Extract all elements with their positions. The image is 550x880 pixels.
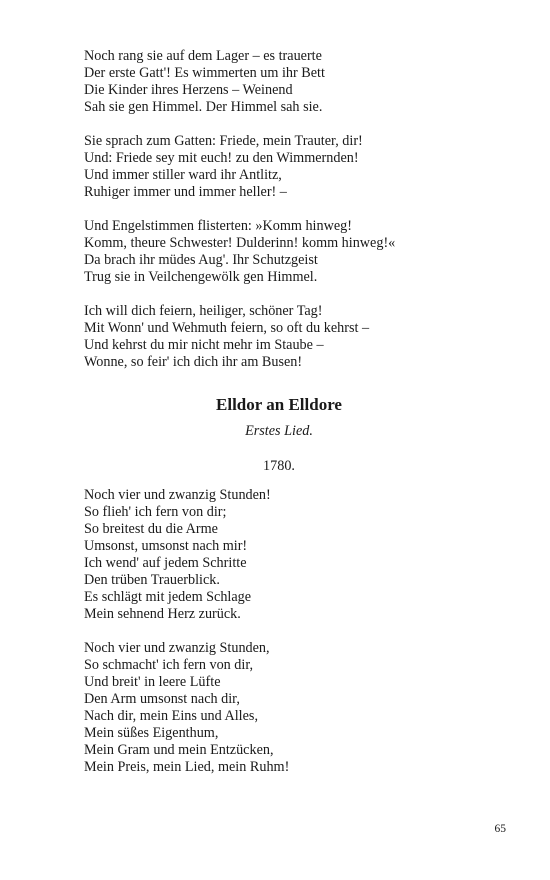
poem-year: 1780. — [263, 458, 295, 474]
verse-line: So schmacht' ich fern von dir, — [84, 657, 254, 673]
verse-line: Sie sprach zum Gatten: Friede, mein Trauter, dir! — [84, 133, 363, 149]
verse-line: Und immer stiller ward ihr Antlitz, — [84, 167, 282, 183]
verse-line: Trug sie in Veilchengewölk gen Himmel. — [84, 269, 318, 285]
verse-line: Komm, theure Schwester! Dulderinn! komm hinweg!« — [84, 235, 396, 251]
verse-line: Mein süßes Eigenthum, — [84, 725, 219, 741]
previous-poem-ending — [84, 48, 484, 371]
verse-line: Wonne, so feir' ich dich ihr am Busen! — [84, 354, 303, 370]
verse-line: Mein Gram und mein Entzücken, — [84, 742, 274, 758]
stanza — [84, 303, 484, 371]
stanza — [84, 487, 484, 623]
verse-line: Da brach ihr müdes Aug'. Ihr Schutzgeist — [84, 252, 318, 268]
verse-line: Ich will dich feiern, heiliger, schöner Tag! — [84, 303, 323, 319]
stanza — [84, 133, 484, 201]
verse-line: Und Engelstimmen flisterten: »Komm hinweg! — [84, 218, 352, 234]
verse-line: Den trüben Trauerblick. — [84, 572, 220, 588]
stanza — [84, 640, 484, 776]
verse-line: So breitest du die Arme — [84, 521, 218, 537]
verse-line: Es schlägt mit jedem Schlage — [84, 589, 252, 605]
verse-line: Und breit' in leere Lüfte — [84, 674, 221, 690]
poem-title: Elldor an Elldore — [216, 395, 342, 414]
verse-line: Den Arm umsonst nach dir, — [84, 691, 240, 707]
stanza-gap — [84, 286, 484, 303]
verse-line: Mein sehnend Herz zurück. — [84, 606, 241, 622]
stanza-gap — [84, 201, 484, 218]
verse-line: Mit Wonn' und Wehmuth feiern, so oft du kehrst – — [84, 320, 370, 336]
verse-line: Und kehrst du mir nicht mehr im Staube – — [84, 337, 324, 353]
verse-line: Der erste Gatt'! Es wimmerten um ihr Bett — [84, 65, 325, 81]
verse-line: Ruhiger immer und immer heller! – — [84, 184, 287, 200]
verse-line: Noch vier und zwanzig Stunden, — [84, 640, 270, 656]
verse-line: Die Kinder ihres Herzens – Weinend — [84, 82, 293, 98]
verse-line: Noch vier und zwanzig Stunden! — [84, 487, 271, 503]
new-poem-body — [84, 487, 484, 776]
verse-line: Sah sie gen Himmel. Der Himmel sah sie. — [84, 99, 323, 115]
verse-line: Nach dir, mein Eins und Alles, — [84, 708, 258, 724]
verse-line: Mein Preis, mein Lied, mein Ruhm! — [84, 759, 290, 775]
poem-subtitle: Erstes Lied. — [245, 423, 313, 439]
stanza-gap — [84, 623, 484, 640]
verse-line: So flieh' ich fern von dir; — [84, 504, 227, 520]
verse-line: Noch rang sie auf dem Lager – es trauerte — [84, 48, 322, 64]
stanza — [84, 48, 484, 116]
page-number: 65 — [494, 823, 506, 835]
verse-line: Und: Friede sey mit euch! zu den Wimmernden! — [84, 150, 359, 166]
stanza-gap — [84, 116, 484, 133]
stanza — [84, 218, 484, 286]
verse-line: Umsonst, umsonst nach mir! — [84, 538, 248, 554]
verse-line: Ich wend' auf jedem Schritte — [84, 555, 247, 571]
